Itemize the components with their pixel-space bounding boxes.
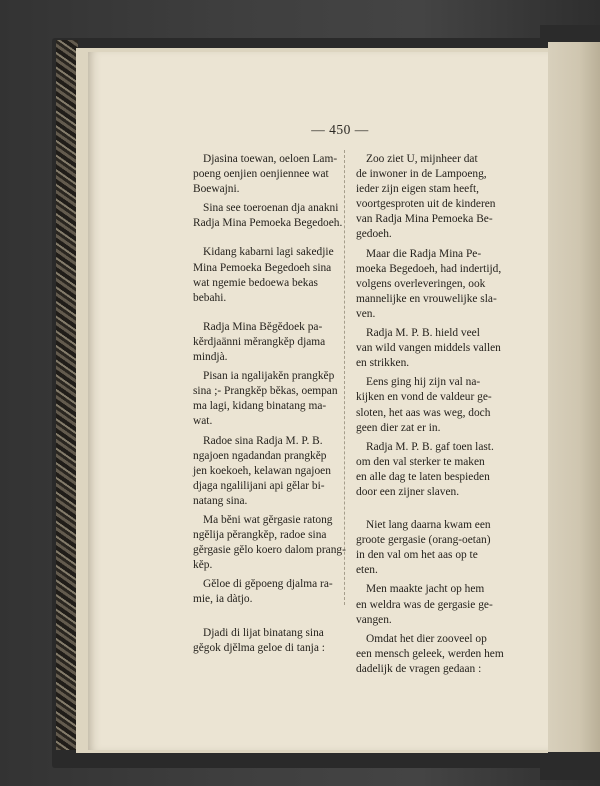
paragraph	[193, 513, 346, 573]
text-line: jen koekoeh, kelawan ngajoen	[193, 464, 331, 477]
text-line: mannelijke en vrouwelijke sla-	[356, 292, 497, 305]
text-line: natang sina.	[193, 494, 248, 507]
text-line: ngajoen ngadandan prangkĕp	[193, 449, 327, 462]
text-line: Ma bĕni wat gĕrgasie ratong	[203, 513, 333, 526]
text-line: vangen.	[356, 613, 392, 626]
text-line: Gĕloe di gĕpoeng djalma ra-	[203, 578, 333, 591]
text-line: geen dier zat er in.	[356, 421, 441, 434]
text-line: in den val om het aas op te	[356, 549, 478, 562]
text-line: wat ngemie bedoewa bekas	[193, 276, 318, 289]
paragraph	[193, 152, 337, 197]
text-line: ngĕlija pĕrangkĕp, radoe sina	[193, 529, 327, 542]
paragraph	[193, 626, 337, 656]
text-line: kĕp.	[193, 559, 213, 572]
text-line: Men maakte jacht op hem	[366, 583, 485, 596]
text-line: gedoeh.	[356, 228, 392, 241]
text-line: Djadi di lijat binatang sina	[203, 626, 324, 639]
text-line: Omdat het dier zooveel op	[366, 632, 487, 645]
paragraph	[193, 245, 337, 305]
paragraph	[193, 577, 337, 607]
text-line: moeka Begedoeh, had indertijd,	[356, 262, 502, 275]
text-line: ieder zijn eigen stam heeft,	[356, 183, 480, 196]
adjacent-book-page-edge	[548, 42, 600, 752]
paragraph	[356, 518, 491, 578]
paragraph	[193, 201, 343, 231]
paragraph	[356, 247, 502, 322]
text-line: Eens ging hij zijn val na-	[366, 376, 481, 389]
column-divider	[344, 150, 345, 605]
text-line: voortgesproten uit de kinderen	[356, 198, 496, 211]
text-line: en strikken.	[356, 357, 410, 370]
paragraph	[193, 434, 337, 509]
text-line: en weldra was de gergasie ge-	[356, 598, 493, 611]
paragraph	[193, 320, 337, 365]
paragraph	[356, 582, 493, 627]
text-line: Boewajni.	[193, 183, 240, 196]
text-line: volgens overleveringen, ook	[356, 277, 486, 290]
text-line: gĕrgasie gĕlo koero dalom prang-	[193, 544, 346, 557]
right-column-dutch-text	[356, 152, 504, 681]
paragraph	[193, 369, 337, 429]
text-line: poeng oenjien oenjiennee wat	[193, 168, 329, 181]
text-line: Radoe sina Radja M. P. B.	[203, 434, 323, 447]
text-line: Djasina toewan, oeloen Lam-	[203, 153, 338, 165]
text-line: eten.	[356, 564, 378, 577]
paragraph	[356, 440, 494, 500]
text-line: Pisan ia ngalijakĕn prangkĕp	[203, 370, 335, 383]
text-line: Zoo ziet U, mijnheer dat	[366, 153, 478, 165]
text-line: Radja Mina Bĕgĕdoek pa-	[203, 320, 323, 333]
text-line: Radja M. P. B. hield veel	[366, 327, 480, 340]
text-line: Sina see toeroenan dja anakni	[203, 202, 339, 215]
text-line: van Radja Mina Pemoeka Be-	[356, 213, 493, 226]
text-line: bebahi.	[193, 291, 227, 304]
paragraph	[356, 375, 492, 435]
text-line: en alle dag te laten bespieden	[356, 470, 490, 483]
text-line: djaga ngalilijani api gĕlar bi-	[193, 479, 325, 492]
text-line: een mensch geleek, werden hem	[356, 647, 504, 660]
text-line: de inwoner in de Lampoeng,	[356, 168, 487, 181]
text-line: gĕgok djĕlma geloe di tanja :	[193, 641, 325, 654]
text-line: kĕrdjaänni mĕrangkĕp djama	[193, 335, 326, 348]
text-line: Kidang kabarni lagi sakedjie	[203, 246, 334, 259]
left-column-malay-text	[193, 152, 346, 660]
text-line: door een zijner slaven.	[356, 485, 460, 498]
text-line: van wild vangen middels vallen	[356, 342, 501, 355]
text-line: kijken en vond de valdeur ge-	[356, 391, 492, 404]
text-line: Niet lang daarna kwam een	[366, 519, 491, 532]
text-line: Maar die Radja Mina Pe-	[366, 247, 482, 260]
text-line: ven.	[356, 307, 376, 320]
text-line: ma lagi, kidang binatang ma-	[193, 400, 327, 413]
paragraph	[356, 326, 501, 371]
text-line: groote gergasie (orang-oetan)	[356, 534, 491, 547]
text-line: om den val sterker te maken	[356, 455, 485, 468]
text-line: mie, ia dàtjo.	[193, 593, 253, 606]
marbled-endpaper	[56, 40, 78, 750]
text-line: mindjà.	[193, 351, 228, 364]
paragraph	[356, 632, 504, 677]
text-line: Radja M. P. B. gaf toen last.	[366, 440, 494, 453]
paragraph	[356, 152, 496, 243]
text-line: Radja Mina Pemoeka Begedoeh.	[193, 217, 343, 230]
text-line: sina ;- Prangkĕp bĕkas, oempan	[193, 385, 338, 398]
text-line: sloten, het aas was weg, doch	[356, 406, 491, 419]
text-line: dadelijk de vragen gedaan :	[356, 662, 482, 675]
page-number: — 450 —	[311, 122, 369, 137]
text-line: Mina Pemoeka Begedoeh sina	[193, 261, 332, 274]
text-line: wat.	[193, 415, 213, 428]
